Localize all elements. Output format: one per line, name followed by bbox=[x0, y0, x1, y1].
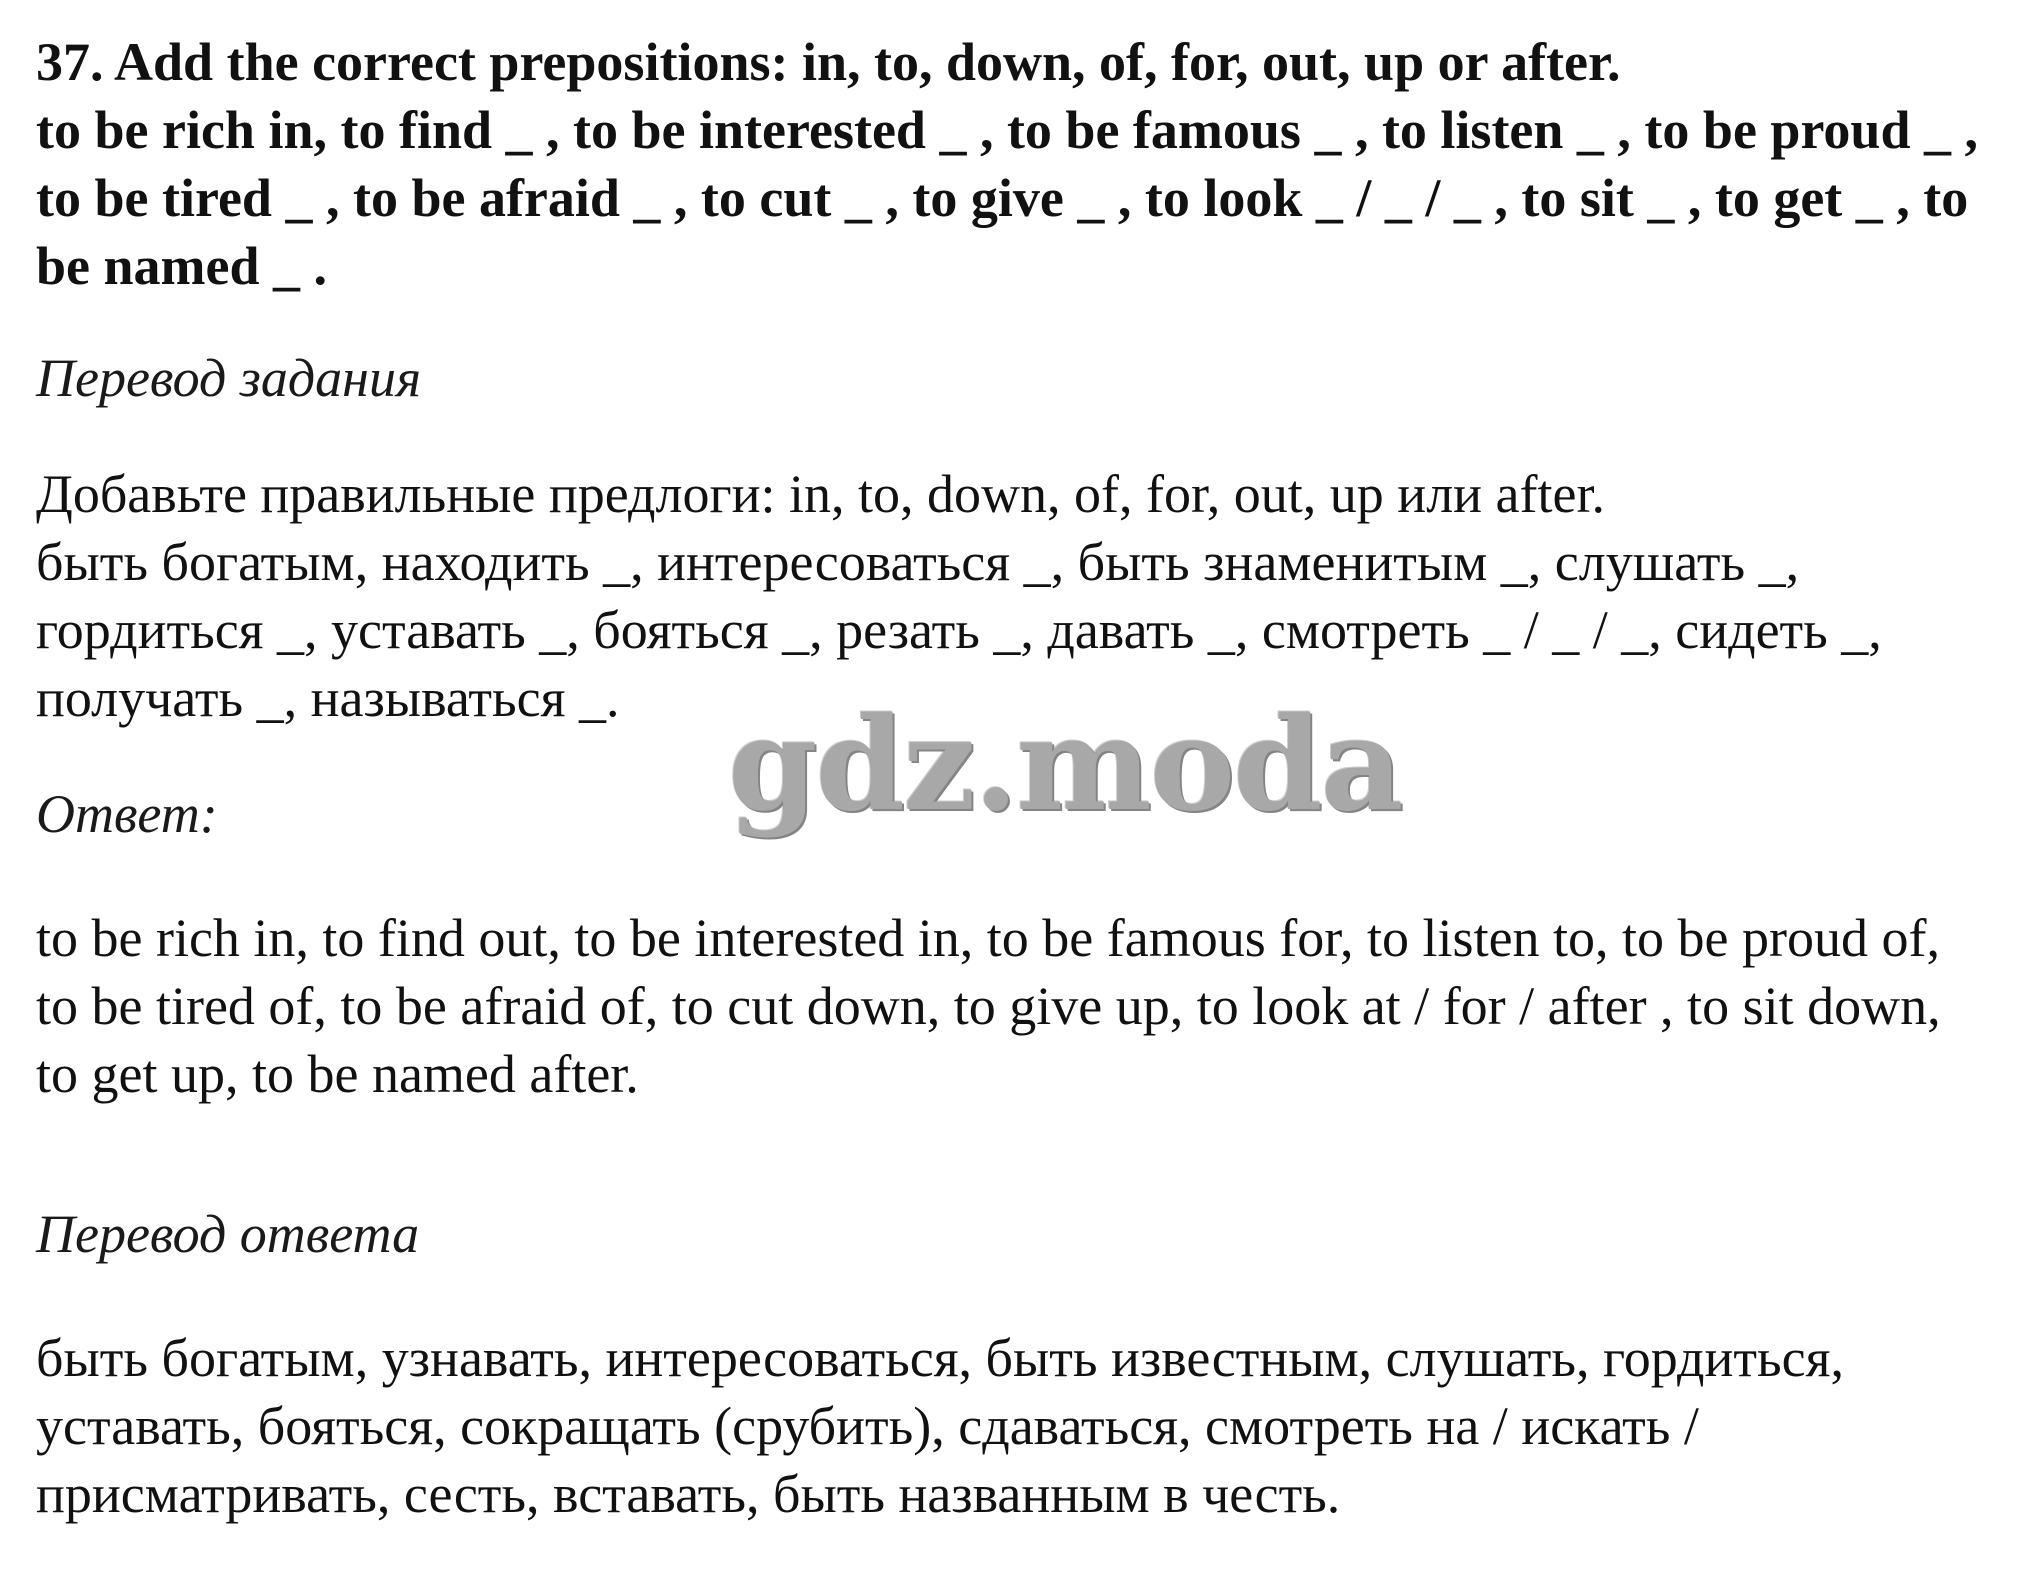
answer-heading: Ответ: bbox=[36, 784, 218, 844]
watermark-logo: gdz.moda bbox=[728, 690, 1402, 840]
answer-body: to be rich in, to find out, to be interested in, to be famous for, to listen to, to be proud of, to be tired of, to be afraid of, to cut down, to give up, to look at / for / after , to sit down, to get up, to be named after. bbox=[36, 908, 1941, 1104]
task-body: to be rich in, to find _ , to be interested _ , to be famous _ , to listen _ , to be proud _ , to be tired _ , to be afraid _ , to cut _ , to give _ , to look _ / _ / _ , to sit _ , to get _ , to be named _ . bbox=[36, 100, 1978, 296]
task-translation-line1: Добавьте правильные предлоги: in, to, down, of, for, out, up или after. bbox=[36, 464, 1605, 524]
task-translation-heading: Перевод задания bbox=[36, 348, 422, 408]
task-translation-block bbox=[36, 460, 2006, 732]
task-block bbox=[36, 28, 2006, 300]
task-title: 37. Add the correct prepositions: in, to, down, of, for, out, up or after. bbox=[36, 32, 1621, 92]
answer-translation-body: быть богатым, узнавать, интересоваться, быть известным, слушать, гордиться, уставать, бояться, сокращать (срубить), сдаваться, смотреть на / искать / присматривать, сесть, вставать, быть названным в честь. bbox=[36, 1328, 1844, 1524]
task-translation-body: быть богатым, находить _, интересоваться _, быть знаменитым _, слушать _, гордиться _, уставать _, бояться _, резать _, давать _, смотреть _ / _ / _, сидеть _, получать _, называться _. bbox=[36, 532, 1882, 728]
answer-translation-heading: Перевод ответа bbox=[36, 1204, 420, 1264]
